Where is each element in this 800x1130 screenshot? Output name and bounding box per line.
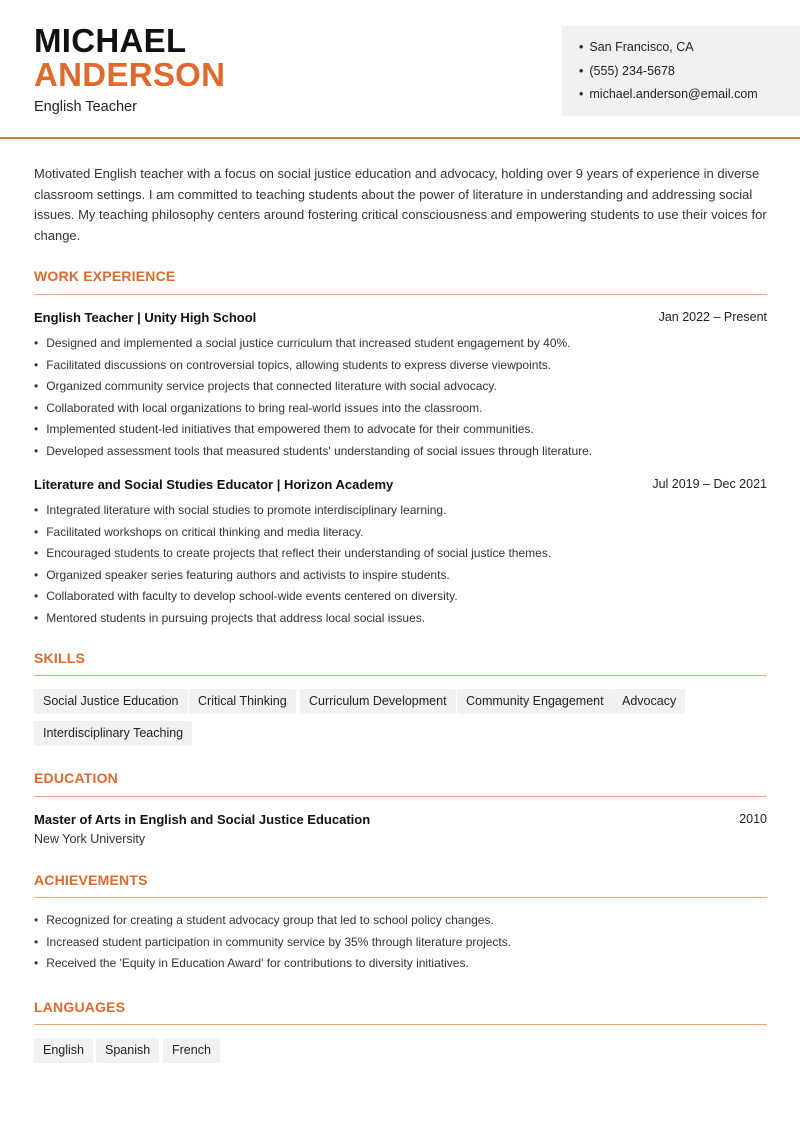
first-name: MICHAEL [34,22,187,59]
skill-chip: Interdisciplinary Teaching [34,721,192,746]
skill-chip: Advocacy [613,689,685,714]
section-title-languages: LANGUAGES [34,999,126,1015]
list-item: • Facilitated discussions on controversial topics, allowing students to express diverse viewpoints. [34,358,769,380]
section-title-work: WORK EXPERIENCE [34,268,176,284]
summary: Motivated English teacher with a focus on social justice education and advocacy, holding over 9 years of experience in diverse classroom settings. I am committed to teaching students about the power of literature in understanding and addressing social issues. My teaching philosophy centers around fostering critical consciousness and empowering students to use their voices for change. [34,166,767,243]
list-item: • Developed assessment tools that measured students' understanding of social issues through literature. [34,444,769,466]
list-item: • Designed and implemented a social justice curriculum that increased student engagement by 40%. [34,336,769,358]
skill-chip: Community Engagement [457,689,613,714]
job-bullets [34,503,769,632]
language-chip: Spanish [96,1038,159,1063]
contact-phone: • (555) 234-5678 [579,64,758,88]
section-divider [34,897,767,898]
section-title-skills: SKILLS [34,650,85,666]
list-item: • Collaborated with faculty to develop school-wide events centered on diversity. [34,589,769,611]
achievement-bullets [34,913,769,978]
language-chip: English [34,1038,93,1063]
school: New York University [34,832,146,846]
section-divider [34,796,767,797]
job-date: Jan 2022 – Present [658,310,767,324]
resume-header [0,0,800,139]
language-chip: French [163,1038,220,1063]
list-item: • Collaborated with local organizations to bring real-world issues into the classroom. [34,401,769,423]
contact-list [579,40,758,111]
list-item: • Recognized for creating a student advocacy group that led to school policy changes. [34,913,769,935]
skill-chip: Curriculum Development [300,689,456,714]
last-name: ANDERSON [34,56,226,93]
contact-box [562,26,800,116]
list-item: • Organized speaker series featuring authors and activists to inspire students. [34,568,769,590]
section-divider [34,1024,767,1025]
graduation-year: 2010 [739,812,767,826]
job-role: English Teacher [34,99,137,115]
list-item: • Increased student participation in community service by 35% through literature projects. [34,935,769,957]
contact-location: • San Francisco, CA [579,40,758,64]
skill-chip: Social Justice Education [34,689,188,714]
job-date: Jul 2019 – Dec 2021 [652,477,767,491]
list-item: • Received the 'Equity in Education Award' for contributions to diversity initiatives. [34,956,769,978]
contact-email: • michael.anderson@email.com [579,87,758,111]
list-item: • Organized community service projects that connected literature with social advocacy. [34,379,769,401]
job-title: Literature and Social Studies Educator | Horizon Academy [34,477,394,492]
section-title-education: EDUCATION [34,770,118,786]
degree: Master of Arts in English and Social Justice Education [34,812,371,827]
skill-chip: Critical Thinking [189,689,296,714]
section-divider [34,294,767,295]
job-title: English Teacher | Unity High School [34,310,257,325]
list-item: • Facilitated workshops on critical thinking and media literacy. [34,525,769,547]
section-title-achievements: ACHIEVEMENTS [34,872,148,888]
list-item: • Implemented student-led initiatives that empowered them to advocate for their communities. [34,422,769,444]
list-item: • Integrated literature with social studies to promote interdisciplinary learning. [34,503,769,525]
job-bullets [34,336,769,465]
list-item: • Encouraged students to create projects that reflect their understanding of social justice themes. [34,546,769,568]
section-divider [34,675,767,676]
list-item: • Mentored students in pursuing projects that address local social issues. [34,611,769,633]
